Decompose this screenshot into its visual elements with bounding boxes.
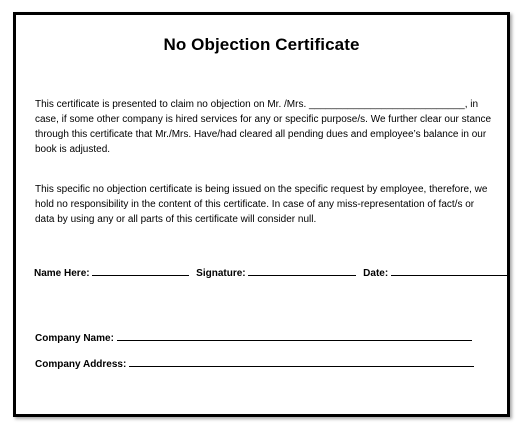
company-address-row bbox=[35, 357, 474, 370]
certificate-paragraph-2: This specific no objection certificate is being issued on the specific request by employee, therefore, we hold no responsibility in the content of this certificate. In case of any miss-representation of fact/s or data by using any or all parts of this certificate will consider null. bbox=[35, 184, 488, 225]
name-field-line[interactable] bbox=[92, 266, 189, 276]
certificate-paragraph-1: This certificate is presented to claim no objection on Mr. /Mrs. ____________________________, in case, if some other company is hired services for any or specific purpose/s. We further clear our stance through this certificate that Mr./Mrs. Have/had cleared all pending dues and employee’s balance in our book is adjusted. bbox=[35, 99, 492, 155]
company-name-field-line[interactable] bbox=[117, 331, 472, 341]
name-label: Name Here: bbox=[34, 268, 90, 279]
date-field-line[interactable] bbox=[391, 266, 509, 276]
certificate-title: No Objection Certificate bbox=[163, 35, 360, 54]
company-address-field-line[interactable] bbox=[129, 357, 474, 367]
signature-row bbox=[34, 266, 504, 279]
signature-label: Signature: bbox=[196, 268, 246, 279]
company-name-row bbox=[35, 331, 472, 344]
signature-field-line[interactable] bbox=[248, 266, 356, 276]
company-name-label: Company Name: bbox=[35, 333, 114, 344]
date-label: Date: bbox=[363, 268, 389, 279]
company-address-label: Company Address: bbox=[35, 359, 127, 370]
certificate-frame bbox=[13, 12, 510, 417]
